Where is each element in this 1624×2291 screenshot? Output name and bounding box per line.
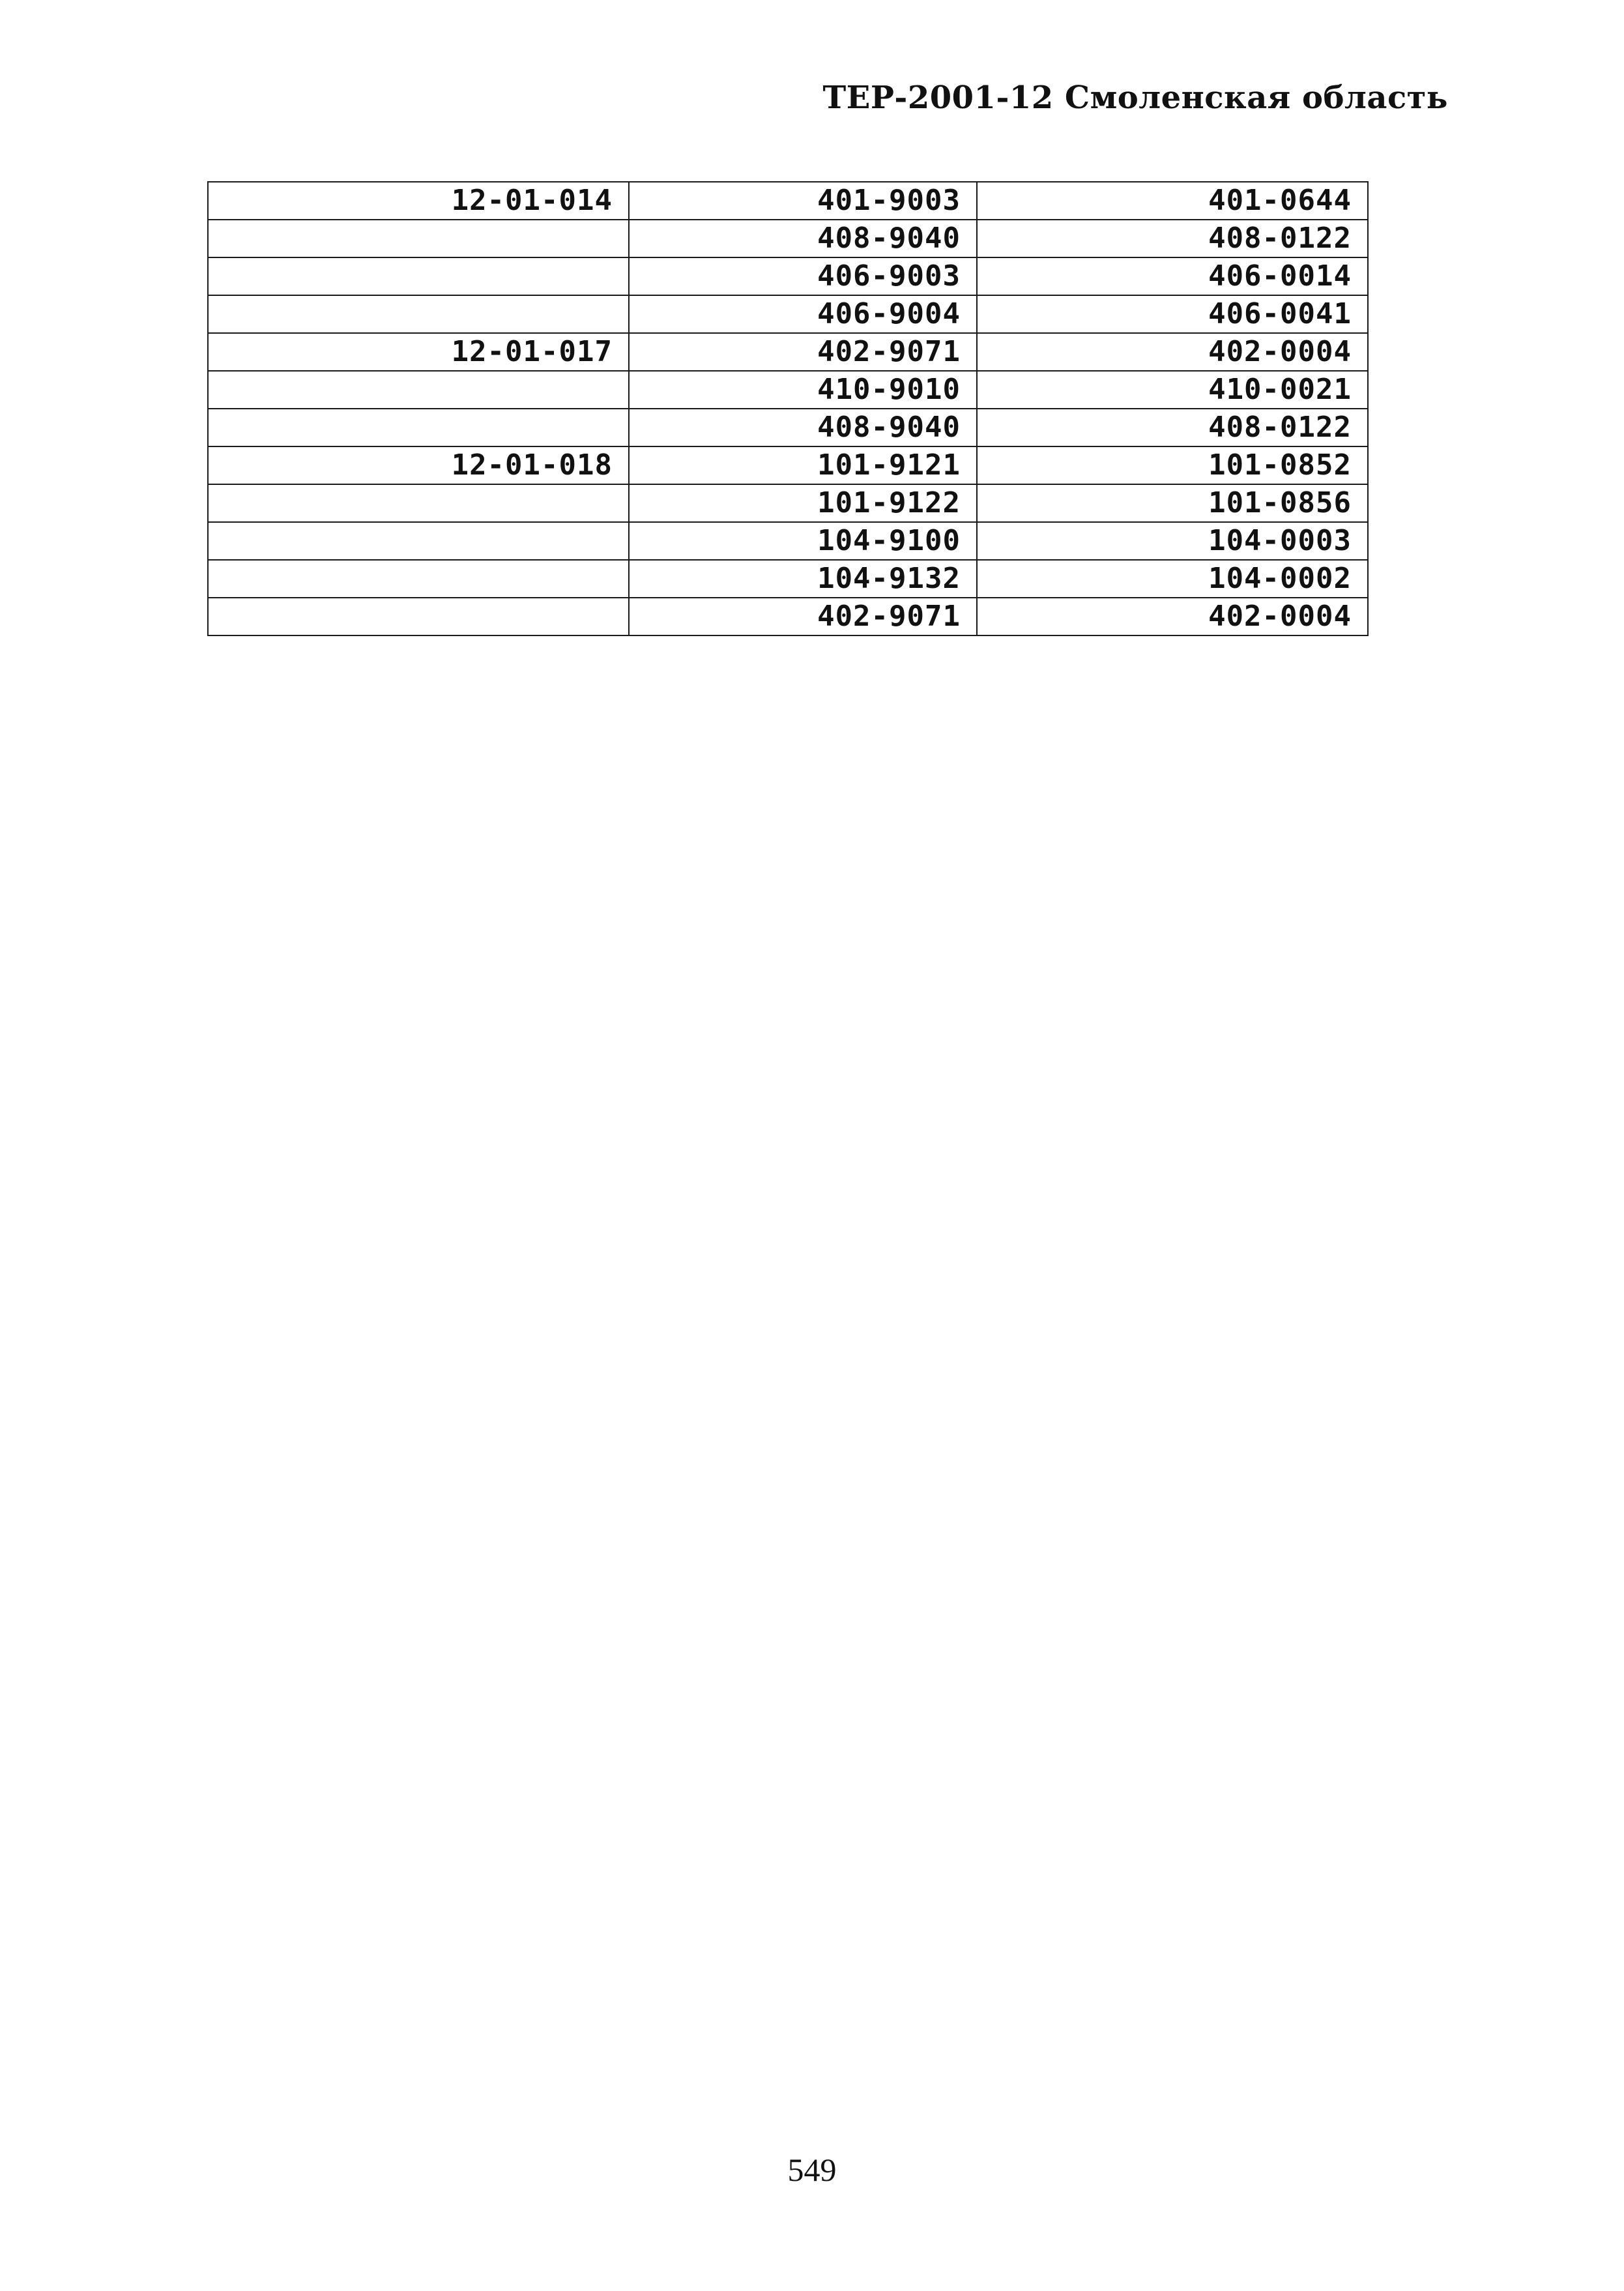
section-cell: [208, 257, 629, 295]
table-row: [208, 560, 1368, 598]
section-cell: [208, 371, 629, 409]
code-cell: 408-9040: [629, 409, 977, 446]
section-cell: 12-01-017: [208, 333, 629, 371]
ref-code-cell: 101-0852: [977, 446, 1368, 484]
table-row: [208, 257, 1368, 295]
code-cell: 401-9003: [629, 182, 977, 220]
code-cell: 104-9100: [629, 522, 977, 560]
ref-code-cell: 104-0003: [977, 522, 1368, 560]
section-cell: [208, 598, 629, 635]
ref-code-cell: 406-0041: [977, 295, 1368, 333]
code-cell: 104-9132: [629, 560, 977, 598]
section-cell: 12-01-018: [208, 446, 629, 484]
table-row: [208, 333, 1368, 371]
codes-table: [207, 181, 1369, 636]
ref-code-cell: 410-0021: [977, 371, 1368, 409]
table-row: [208, 484, 1368, 522]
section-cell: [208, 220, 629, 257]
code-cell: 402-9071: [629, 598, 977, 635]
table-row: [208, 220, 1368, 257]
table-row: [208, 446, 1368, 484]
page-title: ТЕР-2001-12 Смоленская область: [822, 80, 1448, 116]
table-row: [208, 295, 1368, 333]
code-cell: 101-9122: [629, 484, 977, 522]
code-cell: 406-9004: [629, 295, 977, 333]
ref-code-cell: 401-0644: [977, 182, 1368, 220]
section-cell: [208, 522, 629, 560]
ref-code-cell: 104-0002: [977, 560, 1368, 598]
page-number: 549: [787, 2152, 837, 2188]
section-cell: 12-01-014: [208, 182, 629, 220]
table-row: [208, 409, 1368, 446]
ref-code-cell: 402-0004: [977, 333, 1368, 371]
table-row: [208, 371, 1368, 409]
table-row: [208, 182, 1368, 220]
code-cell: 410-9010: [629, 371, 977, 409]
section-cell: [208, 560, 629, 598]
ref-code-cell: 402-0004: [977, 598, 1368, 635]
code-cell: 406-9003: [629, 257, 977, 295]
code-cell: 408-9040: [629, 220, 977, 257]
ref-code-cell: 408-0122: [977, 409, 1368, 446]
ref-code-cell: 101-0856: [977, 484, 1368, 522]
table-row: [208, 522, 1368, 560]
section-cell: [208, 295, 629, 333]
section-cell: [208, 484, 629, 522]
code-cell: 101-9121: [629, 446, 977, 484]
table-row: [208, 598, 1368, 635]
code-cell: 402-9071: [629, 333, 977, 371]
section-cell: [208, 409, 629, 446]
ref-code-cell: 408-0122: [977, 220, 1368, 257]
ref-code-cell: 406-0014: [977, 257, 1368, 295]
